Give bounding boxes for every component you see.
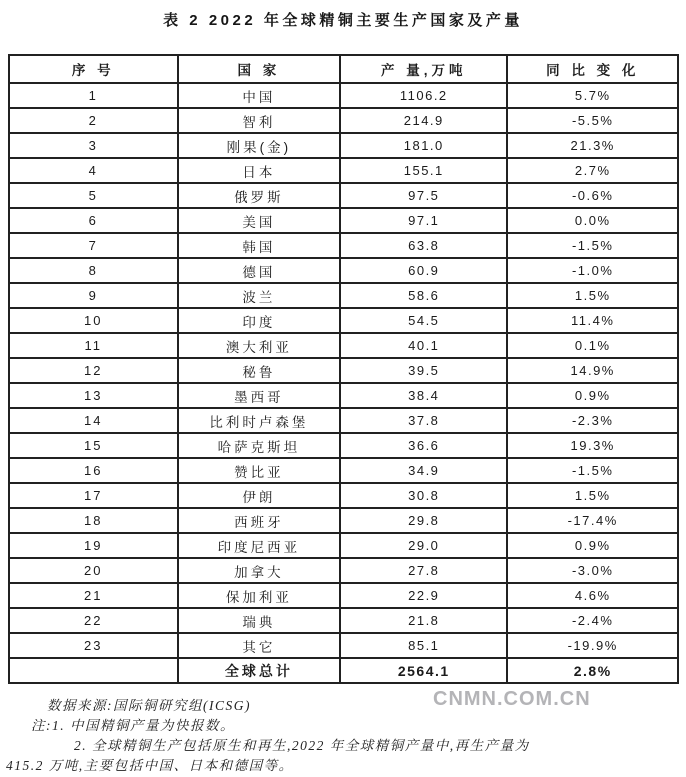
cell-change: 0.9% — [507, 383, 678, 408]
cell-rank: 8 — [9, 258, 178, 283]
table-row — [9, 558, 678, 583]
cell-output: 22.9 — [340, 583, 507, 608]
cell-country: 俄罗斯 — [178, 183, 341, 208]
cell-country: 其它 — [178, 633, 341, 658]
cell-country: 印度 — [178, 308, 341, 333]
cell-output: 63.8 — [340, 233, 507, 258]
data-source-line: 数据来源:国际铜研究组(ICSG) — [47, 698, 251, 713]
cell-rank: 15 — [9, 433, 178, 458]
cell-rank: 7 — [9, 233, 178, 258]
cell-output: 97.5 — [340, 183, 507, 208]
table-row — [9, 433, 678, 458]
cell-country: 全球总计 — [178, 658, 341, 683]
note-line-2-cont: 415.2 万吨,主要包括中国、日本和德国等。 — [6, 758, 294, 773]
cell-country: 刚果(金) — [178, 133, 341, 158]
column-header-country: 国 家 — [178, 55, 341, 83]
cell-output: 34.9 — [340, 458, 507, 483]
cell-country: 中国 — [178, 83, 341, 108]
cell-output: 97.1 — [340, 208, 507, 233]
table-row — [9, 633, 678, 658]
column-header-output: 产 量,万吨 — [340, 55, 507, 83]
table-row — [9, 508, 678, 533]
cell-country: 美国 — [178, 208, 341, 233]
cell-rank: 21 — [9, 583, 178, 608]
cell-output: 40.1 — [340, 333, 507, 358]
table-row — [9, 408, 678, 433]
cell-rank: 13 — [9, 383, 178, 408]
cell-rank: 16 — [9, 458, 178, 483]
table-row — [9, 308, 678, 333]
cell-output: 29.8 — [340, 508, 507, 533]
cell-output: 38.4 — [340, 383, 507, 408]
cell-change: -2.3% — [507, 408, 678, 433]
cell-rank: 11 — [9, 333, 178, 358]
cell-output: 60.9 — [340, 258, 507, 283]
cell-country: 澳大利亚 — [178, 333, 341, 358]
cell-output: 1106.2 — [340, 83, 507, 108]
cell-rank: 9 — [9, 283, 178, 308]
table-row — [9, 83, 678, 108]
cell-change: -1.5% — [507, 233, 678, 258]
cell-output: 214.9 — [340, 108, 507, 133]
cell-output: 30.8 — [340, 483, 507, 508]
cell-output: 54.5 — [340, 308, 507, 333]
cell-country: 波兰 — [178, 283, 341, 308]
cell-rank: 10 — [9, 308, 178, 333]
watermark: CNMN.COM.CN — [433, 688, 591, 710]
cell-change: 0.1% — [507, 333, 678, 358]
cell-country: 保加利亚 — [178, 583, 341, 608]
table-row — [9, 158, 678, 183]
cell-output: 155.1 — [340, 158, 507, 183]
cell-rank: 6 — [9, 208, 178, 233]
cell-change: -3.0% — [507, 558, 678, 583]
column-header-change: 同 比 变 化 — [507, 55, 678, 83]
table-row — [9, 383, 678, 408]
cell-country: 赞比亚 — [178, 458, 341, 483]
table-row — [9, 608, 678, 633]
cell-country: 比利时卢森堡 — [178, 408, 341, 433]
cell-change: 0.0% — [507, 208, 678, 233]
cell-change: 5.7% — [507, 83, 678, 108]
note-line-2: 2. 全球精铜生产包括原生和再生,2022 年全球精铜产量中,再生产量为 — [74, 738, 530, 753]
page-title: 表 2 2022 年全球精铜主要生产国家及产量 — [163, 12, 523, 29]
cell-change: 2.7% — [507, 158, 678, 183]
table-row — [9, 108, 678, 133]
cell-country: 哈萨克斯坦 — [178, 433, 341, 458]
cell-change: -19.9% — [507, 633, 678, 658]
cell-output: 27.8 — [340, 558, 507, 583]
cell-country: 印度尼西亚 — [178, 533, 341, 558]
cell-country: 德国 — [178, 258, 341, 283]
table-row — [9, 533, 678, 558]
cell-change: 1.5% — [507, 483, 678, 508]
cell-change: -1.0% — [507, 258, 678, 283]
cell-change: -5.5% — [507, 108, 678, 133]
cell-output: 58.6 — [340, 283, 507, 308]
table-row — [9, 333, 678, 358]
cell-country: 日本 — [178, 158, 341, 183]
cell-change: 1.5% — [507, 283, 678, 308]
cell-rank: 12 — [9, 358, 178, 383]
cell-change: 2.8% — [507, 658, 678, 683]
cell-rank: 3 — [9, 133, 178, 158]
table-header-row — [9, 55, 678, 83]
cell-country: 秘鲁 — [178, 358, 341, 383]
cell-rank: 23 — [9, 633, 178, 658]
cell-rank: 22 — [9, 608, 178, 633]
table-row — [9, 583, 678, 608]
cell-country: 韩国 — [178, 233, 341, 258]
column-header-rank: 序 号 — [9, 55, 178, 83]
cell-change: 14.9% — [507, 358, 678, 383]
cell-output: 85.1 — [340, 633, 507, 658]
table-row — [9, 233, 678, 258]
cell-rank: 19 — [9, 533, 178, 558]
cell-country: 加拿大 — [178, 558, 341, 583]
cell-output: 37.8 — [340, 408, 507, 433]
cell-rank: 17 — [9, 483, 178, 508]
cell-change: -17.4% — [507, 508, 678, 533]
cell-rank: 4 — [9, 158, 178, 183]
cell-change: 0.9% — [507, 533, 678, 558]
cell-rank: 18 — [9, 508, 178, 533]
cell-output: 39.5 — [340, 358, 507, 383]
total-row — [9, 658, 678, 683]
note-line-1: 注:1. 中国精铜产量为快报数。 — [31, 718, 235, 733]
table-row — [9, 283, 678, 308]
cell-country: 智利 — [178, 108, 341, 133]
table-row — [9, 133, 678, 158]
cell-output: 181.0 — [340, 133, 507, 158]
cell-change: -1.5% — [507, 458, 678, 483]
cell-change: 21.3% — [507, 133, 678, 158]
table-row — [9, 183, 678, 208]
cell-rank: 2 — [9, 108, 178, 133]
cell-rank: 5 — [9, 183, 178, 208]
cell-change: 11.4% — [507, 308, 678, 333]
production-table — [8, 54, 679, 684]
cell-change: -0.6% — [507, 183, 678, 208]
table-row — [9, 258, 678, 283]
cell-country: 墨西哥 — [178, 383, 341, 408]
table-row — [9, 208, 678, 233]
cell-country: 伊朗 — [178, 483, 341, 508]
cell-change: 4.6% — [507, 583, 678, 608]
cell-change: 19.3% — [507, 433, 678, 458]
table-row — [9, 458, 678, 483]
footer-notes — [0, 696, 686, 776]
cell-rank: 14 — [9, 408, 178, 433]
cell-change: -2.4% — [507, 608, 678, 633]
cell-output: 36.6 — [340, 433, 507, 458]
cell-rank: 20 — [9, 558, 178, 583]
cell-output: 2564.1 — [340, 658, 507, 683]
cell-country: 西班牙 — [178, 508, 341, 533]
table-row — [9, 483, 678, 508]
table-row — [9, 358, 678, 383]
cell-rank: 1 — [9, 83, 178, 108]
cell-output: 21.8 — [340, 608, 507, 633]
cell-output: 29.0 — [340, 533, 507, 558]
cell-rank — [9, 658, 178, 683]
cell-country: 瑞典 — [178, 608, 341, 633]
